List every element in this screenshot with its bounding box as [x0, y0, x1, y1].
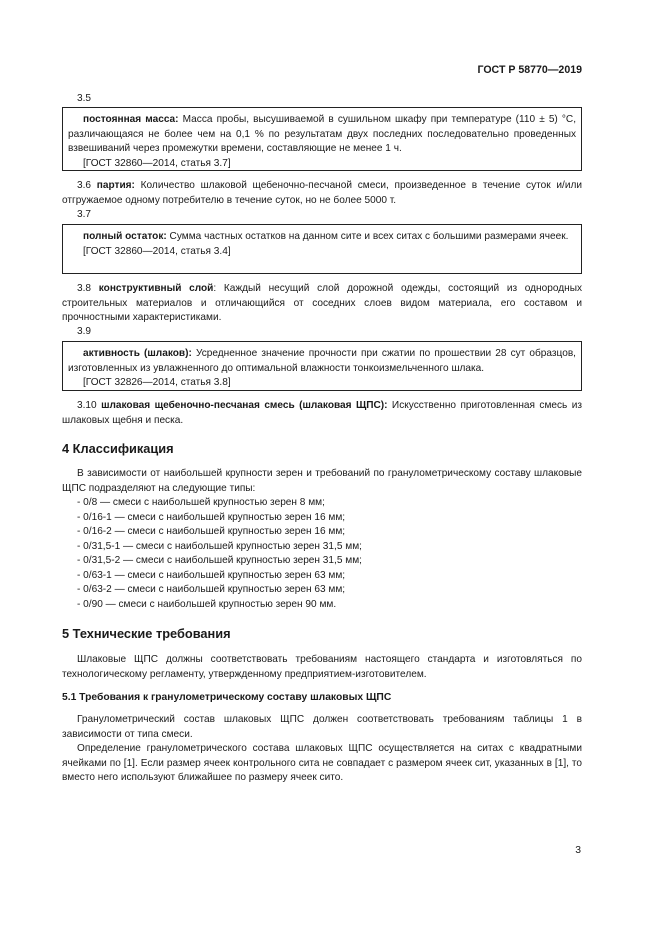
term-name: полный остаток: [83, 231, 167, 242]
paragraph-text: Определение гранулометрического состава шлаковых ЩПС осуществляется на ситах с квадратными ячейками по [1]. Если размер ячеек контрольного сита не совпадает с размером ячеек сит, указанных в [1], то вместо него используют ближайшее по размеру ячеек сито. [62, 743, 582, 783]
term-name: активность (шлаков): [83, 348, 192, 359]
paragraph-text: Гранулометрический состав шлаковых ЩПС должен соответствовать требованиям таблицы 1 в зависимости от типа смеси. [62, 714, 582, 740]
list-item: - 0/63-1 — смеси с наибольшей крупностью зерен 63 мм; [77, 569, 346, 581]
definition-box [62, 107, 582, 171]
paragraph [62, 742, 582, 786]
document-code: ГОСТ Р 58770—2019 [477, 64, 582, 76]
term-name: постоянная масса: [83, 114, 179, 125]
definition-body: Усредненное значение прочности при сжатии по прошествии 28 сут образцов, изготовленных из увлажненного до оптимальной влажности тонкоизмельченного шлака. [68, 348, 576, 374]
section-intro [62, 653, 582, 682]
list-item: - 0/16-2 — смеси с наибольшей крупностью зерен 16 мм; [77, 526, 346, 537]
term-number: 3.5 [77, 93, 92, 104]
list-item: - 0/31,5-2 — смеси с наибольшей крупностью зерен 31,5 мм; [77, 555, 362, 566]
paragraph-text: В зависимости от наибольшей крупности зерен и требований по гранулометрическому составу шлаковые ЩПС подразделяют на следующие типы: [62, 468, 582, 494]
definition-box [62, 341, 582, 391]
definition-body: Сумма частных остатков на данном сите и всех ситах с большими размерами ячеек. [166, 231, 569, 242]
definition-body: : Каждый несущий слой дорожной одежды, состоящий из однородных строительных материалов и отличающийся от соседних слоев видом материала, его составом и прочностными характеристиками. [62, 283, 582, 323]
term-name: шлаковая щебеночно-песчаная смесь (шлаковая ЩПС): [101, 400, 388, 411]
definition-box [62, 224, 582, 274]
definition-paragraph [62, 282, 582, 326]
list-item: - 0/16-1 — смеси с наибольшей крупностью зерен 16 мм; [77, 511, 346, 523]
term-name: партия: [96, 180, 135, 191]
definition-paragraph [62, 399, 582, 428]
list-item: - 0/90 — смеси с наибольшей крупностью зерен 90 мм. [77, 598, 337, 610]
list-item: - 0/31,5-1 — смеси с наибольшей крупностью зерен 31,5 мм; [77, 540, 362, 552]
definition-text [68, 347, 576, 376]
subsection-heading: 5.1 Требования к гранулометрическому составу шлаковых ЩПС [62, 692, 392, 703]
section-heading: 5 Технические требования [62, 626, 231, 641]
definition-body: Масса пробы, высушиваемой в сушильном шкафу при температуре (110 ± 5) °С, различающаяся не более чем на 0,1 % по результатам двух последних последовательно проведенных взвешиваний через промежутки времени, составляющие не менее 1 ч. [68, 114, 577, 154]
term-number: 3.8 [77, 283, 92, 294]
paragraph [62, 713, 582, 742]
definition-text [68, 230, 576, 245]
term-number: 3.9 [77, 326, 92, 337]
source-reference: [ГОСТ 32860—2014, статья 3.4] [83, 245, 231, 257]
source-reference: [ГОСТ 32860—2014, статья 3.7] [83, 157, 231, 169]
definition-paragraph [62, 179, 582, 208]
source-reference: [ГОСТ 32826—2014, статья 3.8] [83, 377, 231, 388]
term-number: 3.10 [77, 400, 97, 411]
definition-text [68, 113, 576, 157]
term-number: 3.6 [77, 180, 92, 191]
list-item: - 0/63-2 — смеси с наибольшей крупностью зерен 63 мм; [77, 584, 346, 595]
page-number: 3 [575, 845, 581, 856]
paragraph-text: Шлаковые ЩПС должны соответствовать требованиям настоящего стандарта и изготовляться по технологическому регламенту, утвержденному предприятием-изготовителем. [62, 654, 582, 680]
section-intro [62, 467, 582, 496]
list-item: - 0/8 — смеси с наибольшей крупностью зерен 8 мм; [77, 497, 325, 508]
section-heading: 4 Классификация [62, 441, 174, 456]
definition-body: Количество шлаковой щебеночно-песчаной смеси, произведенное в течение суток и/или отгружаемое одному потребителю в течение суток, но не более 5000 т. [62, 180, 582, 206]
term-name: конструктивный слой [98, 283, 214, 294]
definition-body: Искусственно приготовленная смесь из шлаковых щебня и песка. [62, 400, 582, 426]
term-number: 3.7 [77, 209, 92, 220]
